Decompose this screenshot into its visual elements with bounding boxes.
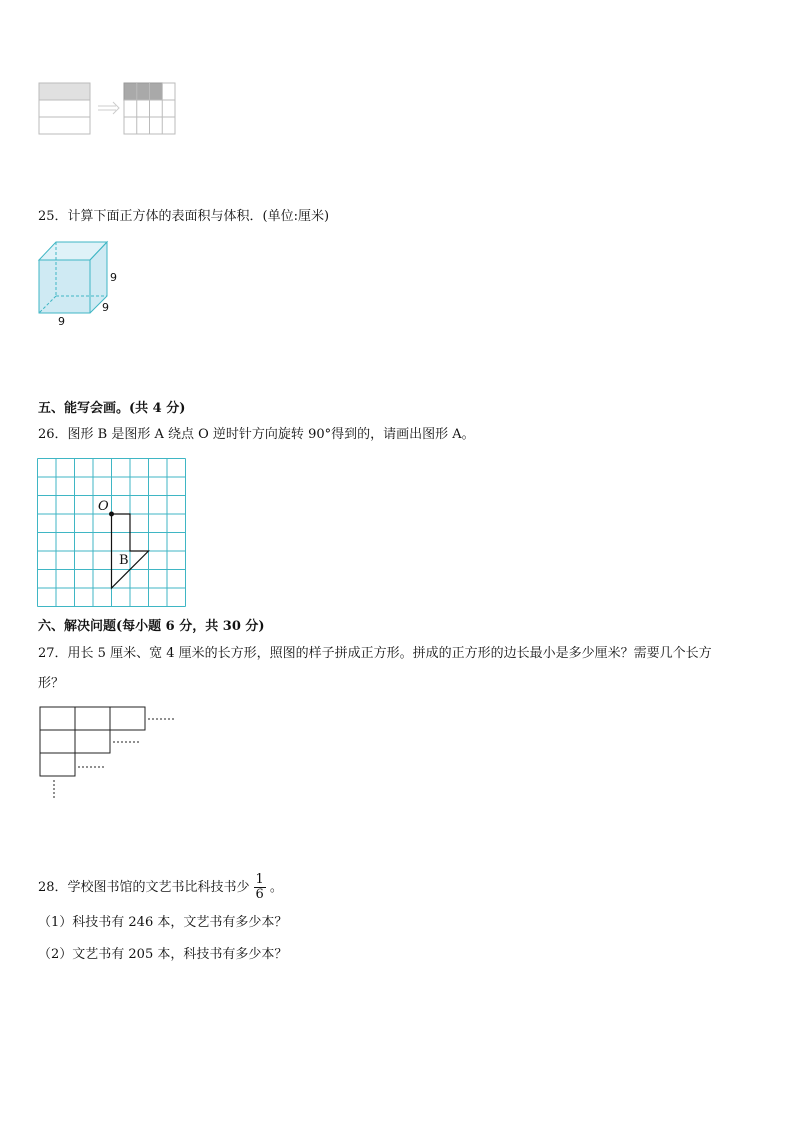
question-27-line-1: 27．用长 5 厘米、宽 4 厘米的长方形，照图的样子拼成正方形。拼成的正方形的边长最小是多少厘米？需要几个长方 [38,646,712,661]
cube-edge-label-depth: 9 [102,301,109,314]
section-6-title: 六、解决问题(每小题 6 分，共 30 分) [38,619,265,634]
section-5-title: 五、能写会画。(共 4 分) [38,401,186,416]
point-o-label: O [98,499,109,514]
question-27-line-2: 形？ [38,676,65,691]
fraction-model-figure [36,82,181,137]
question-28-sub-1: （1）科技书有 246 本，文艺书有多少本？ [38,915,288,930]
cube-figure [36,240,126,330]
question-28-end: 。 [269,880,283,895]
fraction-denominator: 6 [255,887,264,902]
cube-edge-label-width: 9 [58,315,65,328]
question-25-text: 25．计算下面正方体的表面积与体积．(单位:厘米) [38,209,330,224]
fraction-numerator: 1 [255,872,264,887]
question-28-stem: 28．学校图书馆的文艺书比科技书少 [38,880,250,895]
question-28-sub-2: （2）文艺书有 205 本，科技书有多少本？ [38,947,288,962]
rectangles-tiling-figure [36,704,181,802]
question-28-text [38,872,283,904]
shape-b-label: B [119,553,129,568]
point-o [109,512,114,517]
cube-edge-label-height: 9 [110,271,117,284]
arrow-icon [98,102,119,114]
rotation-grid-figure [37,458,187,608]
question-26-text: 26．图形 B 是图形 A 绕点 O 逆时针方向旋转 90°得到的，请画出图形 A。 [38,427,475,442]
fraction-one-sixth [254,873,266,902]
